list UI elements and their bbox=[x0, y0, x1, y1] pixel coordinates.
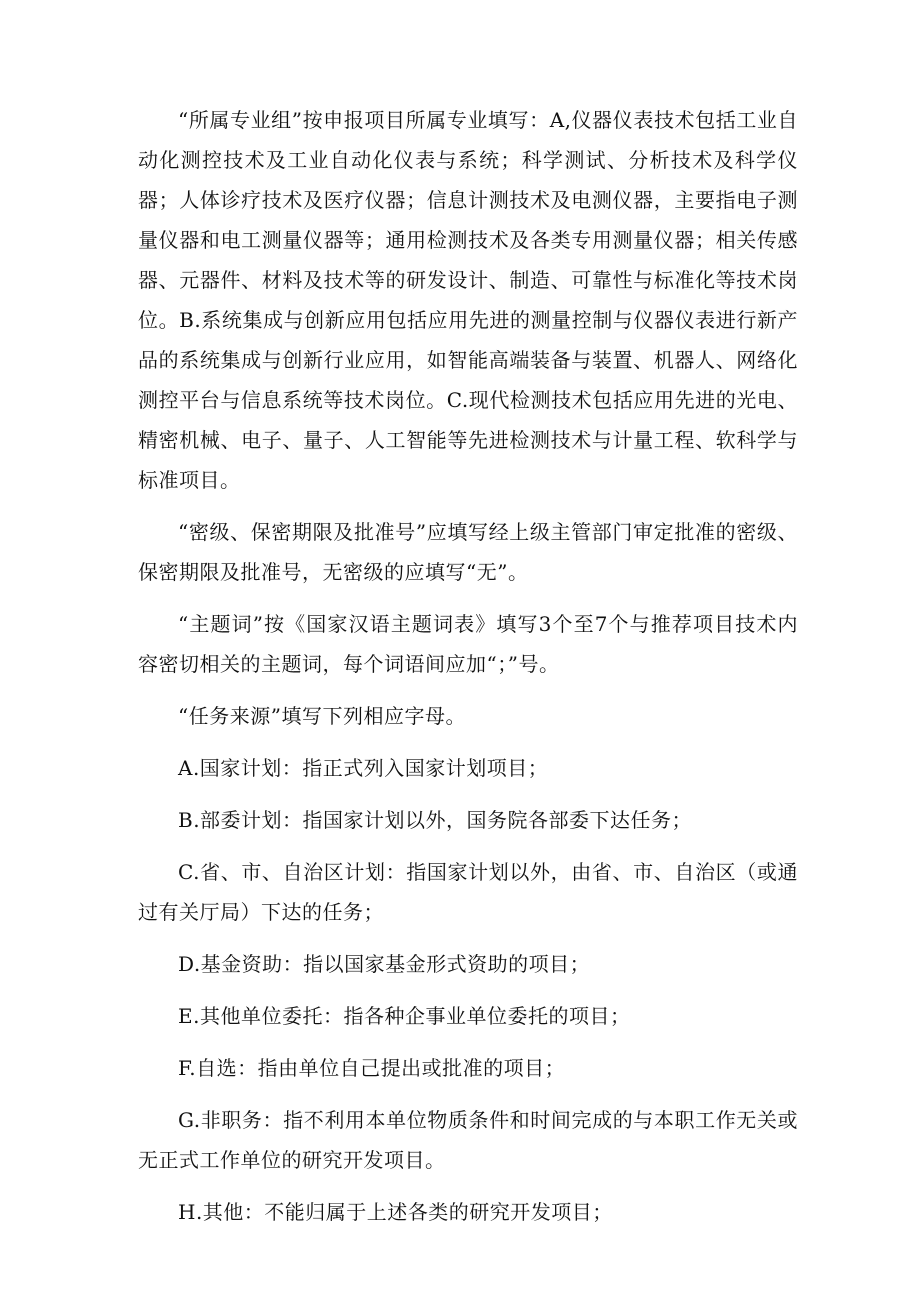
list-item-national-plan: A.国家计划：指正式列入国家计划项目； bbox=[178, 756, 549, 780]
paragraph-keywords: “主题词”按《国家汉语主题词表》填写3个至7个与推荐项目技术内容密切相关的主题词，每个词语间应加“；”号。 bbox=[138, 612, 798, 676]
list-item-non-duty: G.非职务：指不利用本单位物质条件和时间完成的与本职工作无关或无正式工作单位的研究开发项目。 bbox=[138, 1108, 798, 1172]
list-item-other: H.其他：不能归属于上述各类的研究开发项目； bbox=[178, 1200, 613, 1224]
list-item-fund-support: D.基金资助：指以国家基金形式资助的项目； bbox=[178, 952, 591, 976]
list-item-ministry-plan: B.部委计划：指国家计划以外，国务院各部委下达任务； bbox=[178, 808, 693, 832]
document-body bbox=[138, 100, 798, 1244]
paragraph-specialty-group: “所属专业组”按申报项目所属专业填写：A,仪器仪表技术包括工业自动化测控技术及工业自动化仪表与系统；科学测试、分析技术及科学仪器；人体诊疗技术及医疗仪器；信息计测技术及电测仪器，主要指电子测量仪器和电工测量仪器等；通用检测技术及各类专用测量仪器；相关传感器、元器件、材料及技术等的研发设计、制造、可靠性与标准化等技术岗位。B.系统集成与创新应用包括应用先进的测量控制与仪器仪表进行新产品的系统集成与创新行业应用，如智能高端装备与装置、机器人、网络化测控平台与信息系统等技术岗位。C.现代检测技术包括应用先进的光电、精密机械、电子、量子、人工智能等先进检测技术与计量工程、软科学与标准项目。 bbox=[138, 108, 798, 492]
paragraph-secrecy-level: “密级、保密期限及批准号”应填写经上级主管部门审定批准的密级、保密期限及批准号，无密级的应填写“无”。 bbox=[138, 520, 798, 584]
list-item-self-selected: F.自选：指由单位自己提出或批准的项目； bbox=[178, 1056, 566, 1080]
list-item-provincial-plan: C.省、市、自治区计划：指国家计划以外，由省、市、自治区（或通过有关厅局）下达的任务； bbox=[138, 860, 798, 924]
list-item-other-unit-commission: E.其他单位委托：指各种企事业单位委托的项目； bbox=[178, 1004, 631, 1028]
paragraph-task-source: “任务来源”填写下列相应字母。 bbox=[178, 704, 466, 728]
